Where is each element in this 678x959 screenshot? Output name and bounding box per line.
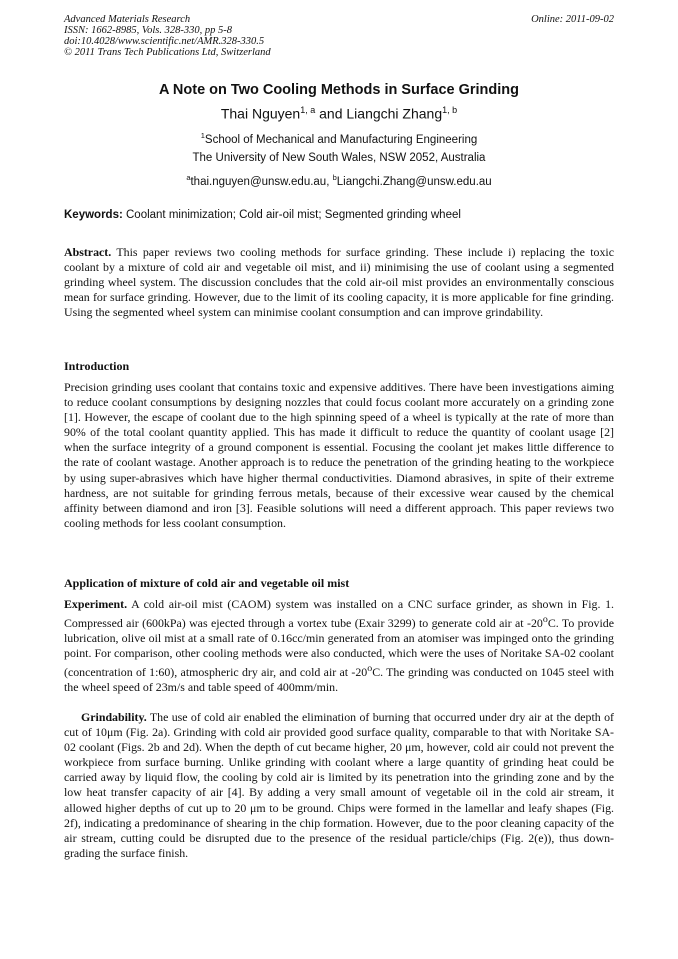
- experiment-text-1: A cold air-oil mist (CAOM) system was installed on a CNC surface grinder, as shown in Fig. 1. Compressed air (600kPa) was ejected through a vortex tube (Exair 3299) to generate cold air at -20: [64, 597, 614, 631]
- degree-symbol: o: [542, 614, 548, 626]
- grindability-paragraph: [64, 710, 614, 861]
- authors-conjunction: and: [315, 105, 347, 122]
- author-2: Liangchi Zhang: [346, 105, 443, 122]
- paper-title: A Note on Two Cooling Methods in Surface Grinding: [158, 82, 520, 98]
- grindability-label: Grindability.: [81, 710, 147, 724]
- email-b-link[interactable]: Liangchi.Zhang@unsw.edu.au: [336, 175, 492, 188]
- grindability-text: The use of cold air enabled the elimination of burning that occurred under dry air at the depth of cut of 10μm (Fig. 2a). Grinding with cold air provided good surface quality, comparable to that with Noritake SA-02 coolant (Figs. 2b and 2d). When the depth of cut became higher, 20 μm, however, cold air could not prevent the workpiece from surface burning. Unlike grinding with coolant where a large quantity of grinding heat could be carried away by liquid flow, the cooling by cold air is limited by its penetration into the grinding zone and by the low heat transfer capacity of air [4]. By adding a very small amount of vegetable oil in the cold air stream, it allowed higher depths of cut up to 20 μm to be ground. Chips were formed in the lamellar and leafy shapes (Fig. 2f), indicating a predominance of shearing in the chip formation. However, due to the poor cleaning capacity of the air stream, cutting could be disrupted due to the presence of the residual particle/chips (Fig. 2(e)), thus down-grading the surface finish.: [64, 710, 614, 860]
- journal-copyright: © 2011 Trans Tech Publications Ltd, Switzerland: [64, 47, 271, 58]
- author-1-affil: 1, a: [300, 105, 316, 115]
- affiliation-emails: [0, 173, 678, 188]
- email-b-marker: b: [332, 173, 337, 182]
- abstract-paragraph: [64, 245, 614, 320]
- experiment-label: Experiment.: [64, 597, 128, 611]
- author-1: Thai Nguyen: [220, 105, 301, 122]
- experiment-text-2: C. To provide lubrication, olive oil mist at a small rate of 0.16cc/min generated from an atomiser was impinged onto the grinding point. For comparison, other cooling methods were also conducted, which were the uses of Noritake SA-02 coolant (concentration of 1:60), atmospheric dry air, and cold air at -20: [64, 616, 614, 680]
- authors-line: [0, 105, 678, 122]
- author-2-affil: 1, b: [442, 105, 458, 115]
- section-heading: Application of mixture of cold air and vegetable oil mist: [64, 576, 350, 590]
- keywords: [64, 209, 461, 221]
- experiment-paragraph: [64, 597, 614, 696]
- keywords-label: Keywords:: [64, 209, 123, 221]
- keywords-text: Coolant minimization; Cold air-oil mist; Segmented grinding wheel: [122, 209, 461, 221]
- introduction-heading: Introduction: [64, 359, 130, 373]
- abstract-label: Abstract.: [64, 245, 112, 259]
- email-a-link[interactable]: thai.nguyen@unsw.edu.au,: [190, 175, 333, 188]
- email-a-marker: a: [186, 173, 191, 182]
- journal-doi: doi:10.4028/www.scientific.net/AMR.328-330.5: [64, 36, 265, 47]
- introduction-paragraph: Precision grinding uses coolant that contains toxic and expensive additives. There have been investigations aiming to reduce coolant consumptions by designing nozzles that could focus coolant more accurately on a grinding zone [1]. However, the escape of coolant due to the high spinning speed of a wheel is typically at the rate of more than 90% of the total coolant quantity applied. This has made it difficult to reduce the quantity of coolant usage [2] when the surface integrity of a ground component is essential. Focusing the coolant jet makes little difference to the rate of coolant wastage. Another approach is to reduce the penetration of the grinding heating to the workpiece by using super-abrasives which have higher thermal conductivities. Diamond abrasives, in spite of their extreme hardness, are not suitable for grinding ferrous metals, because of their excessive wear caused by the chemical affinity between diamond and iron [3]. Feasible solutions will need a different approach. This paper reviews two cooling methods for less coolant consumption.: [64, 380, 614, 530]
- degree-symbol: o: [367, 663, 373, 675]
- affil-marker: 1: [200, 131, 205, 140]
- online-date: Online: 2011-09-02: [531, 14, 614, 25]
- school-name: School of Mechanical and Manufacturing Engineering: [204, 133, 478, 146]
- abstract-text: This paper reviews two cooling methods for surface grinding. These include i) replacing the toxic coolant by a mixture of cold air and vegetable oil mist, and ii) minimising the use of coolant using a segmented grinding wheel system. The discussion concludes that the cold air-oil mist provides an environmentally conscious mean for surface grinding. However, due to the limit of its cooling capacity, it is more applicable for fine grinding. Using the segmented wheel system can minimise coolant consumption and can improve grindability.: [64, 245, 614, 320]
- affiliation-school: [0, 131, 678, 146]
- journal-issn: ISSN: 1662-8985, Vols. 328-330, pp 5-8: [64, 25, 232, 36]
- journal-name: Advanced Materials Research: [64, 14, 191, 25]
- journal-info: [64, 14, 424, 58]
- experiment-text-3: C. The grinding was conducted on 1045 steel with the wheel speed of 23m/s and table speed of 400mm/min.: [64, 665, 614, 695]
- affiliation-university: The University of New South Wales, NSW 2052, Australia: [192, 152, 486, 164]
